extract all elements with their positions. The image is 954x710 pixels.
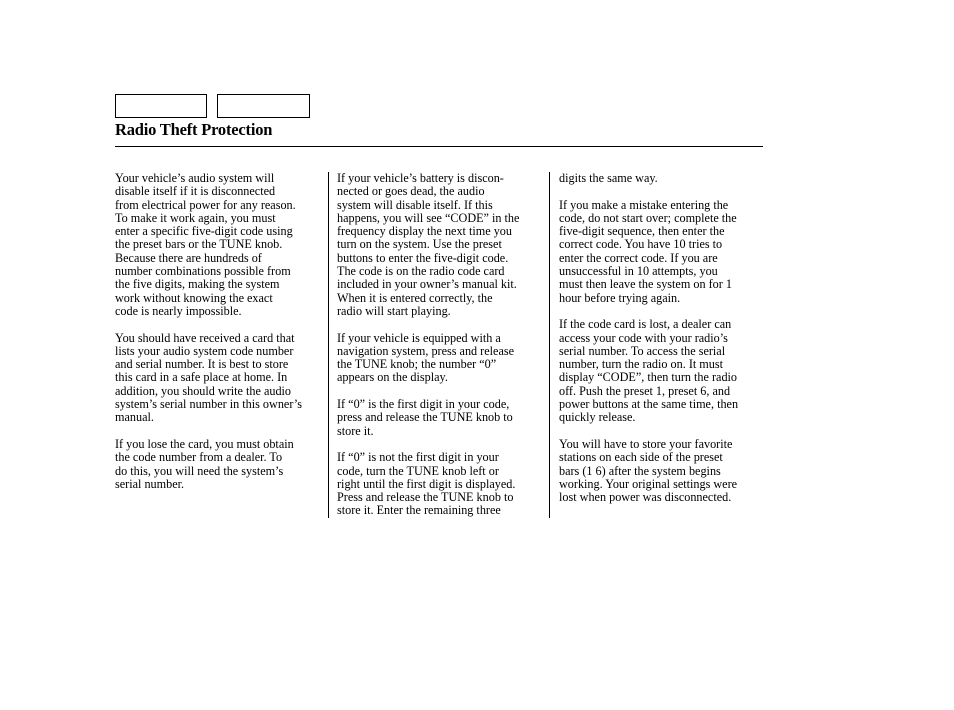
paragraph: digits the same way. bbox=[559, 171, 658, 185]
text-column-2 bbox=[337, 172, 543, 531]
column-divider bbox=[328, 172, 329, 518]
paragraph: Your vehicle’s audio system will disable itself if it is disconnected from electrical power for any reason. To make it work again, you must enter a specific five-digit code using the preset bars or the TUNE knob. Because there are hundreds of number combinations possible from the five digits, making the system work without knowing the exact code is nearly impossible. bbox=[115, 171, 296, 318]
paragraph: If “0” is the first digit in your code, press and release the TUNE knob to store it. bbox=[337, 397, 513, 438]
main-menu-button[interactable] bbox=[115, 94, 207, 118]
index-button[interactable] bbox=[217, 94, 310, 118]
paragraph: You will have to store your favorite stations on each side of the preset bars (1 6) after the system begins working. Your original settings were lost when power was disconnected. bbox=[559, 436, 738, 505]
page-title: Radio Theft Protection bbox=[115, 120, 273, 139]
paragraph: If the code card is lost, a dealer can access your code with your radio’s serial number. To access the serial number, turn the radio on. It must display “CODE”, then turn the radio off. Push the preset 1, preset 6, and power buttons at the same time, then quickly release. bbox=[559, 317, 739, 425]
title-divider bbox=[115, 146, 763, 147]
paragraph: If you make a mistake entering the code, do not start over; complete the five-digit sequence, then enter the correct code. You have 10 tries to enter the correct code. If you are unsuccessful in 10 attempts, you must then leave the system on for 1 hour before trying again. bbox=[559, 197, 737, 305]
paragraph: If your vehicle is equipped with a navigation system, press and release the TUNE knob; the number “0” appears on the display. bbox=[337, 330, 515, 385]
paragraph: If “0” is not the first digit in your code, turn the TUNE knob left or right until the first digit is displayed. Press and release the TUNE knob to store it. Enter the remaining three bbox=[337, 450, 516, 518]
paragraph: If your vehicle’s battery is discon- nected or goes dead, the audio system will disable itself. If this happens, you will see “CODE” in the frequency display the next time you turn on the system. Use the preset buttons to enter the five-digit code. The code is on the radio code card included in your owner’s manual kit. When it is entered correctly, the radio will start playing. bbox=[337, 171, 520, 318]
column-divider bbox=[549, 172, 550, 518]
text-column-3 bbox=[559, 172, 769, 518]
paragraph: If you lose the card, you must obtain the code number from a dealer. To do this, you will need the system’s serial number. bbox=[115, 436, 294, 491]
paragraph: You should have received a card that lists your audio system code number and serial number. It is best to store this card in a safe place at home. In addition, you should write the audio system’s serial number in this owner’s manual. bbox=[115, 330, 302, 425]
text-column-1 bbox=[115, 172, 329, 504]
